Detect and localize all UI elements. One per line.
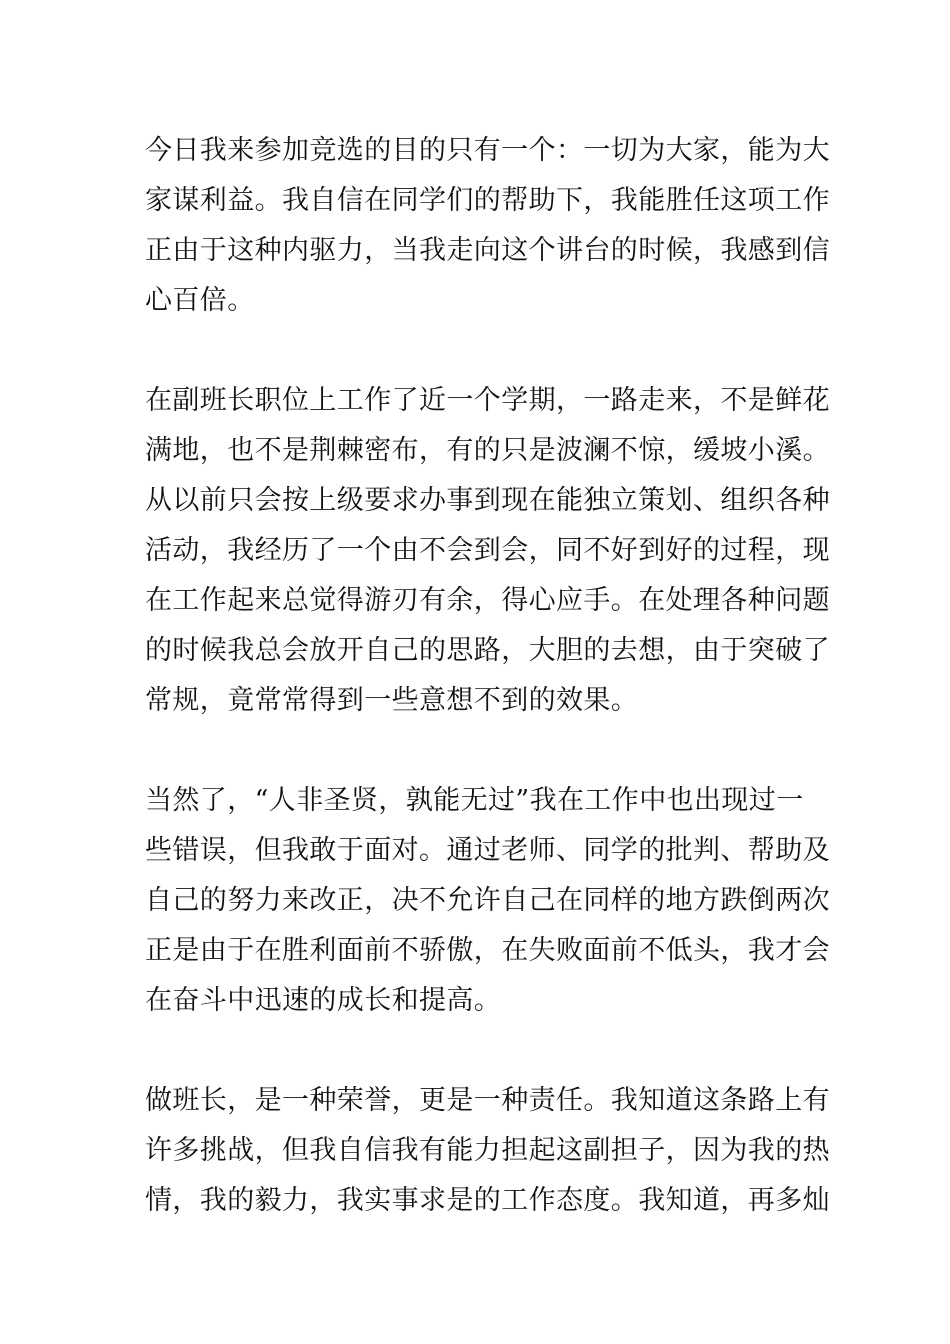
text-line: 从以前只会按上级要求办事到现在能独立策划、组织各种 (145, 485, 830, 516)
text-line: 常规，竟常常得到一些意想不到的效果。 (145, 685, 639, 716)
paragraph-gap (145, 326, 807, 376)
text-line: 自己的努力来改正，决不允许自己在同样的地方跌倒两次 (145, 885, 830, 916)
paragraph-1 (145, 126, 830, 326)
text-line: 做班长，是一种荣誉，更是一种责任。我知道这条路上有 (145, 1085, 830, 1116)
text-line: 正由于这种内驱力，当我走向这个讲台的时候，我感到信 (145, 235, 830, 266)
text-line: 些错误，但我敢于面对。通过老师、同学的批判、帮助及 (145, 835, 830, 866)
text-line: 在工作起来总觉得游刃有余，得心应手。在处理各种问题 (145, 585, 830, 616)
paragraph-4 (145, 1076, 830, 1226)
paragraph-3 (145, 776, 830, 1026)
text-line: 满地，也不是荆棘密布，有的只是波澜不惊，缓坡小溪。 (145, 435, 830, 466)
text-line: 的时候我总会放开自己的思路，大胆的去想，由于突破了 (145, 635, 830, 666)
text-line: 情，我的毅力，我实事求是的工作态度。我知道，再多灿 (145, 1185, 830, 1216)
paragraph-gap (145, 1026, 807, 1076)
text-line: 在副班长职位上工作了近一个学期，一路走来，不是鲜花 (145, 385, 830, 416)
document-body (145, 126, 830, 1226)
text-line: 今日我来参加竞选的目的只有一个：一切为大家，能为大 (145, 135, 830, 166)
paragraph-2 (145, 376, 830, 726)
text-line: 家谋利益。我自信在同学们的帮助下，我能胜任这项工作 (145, 185, 830, 216)
text-line: 许多挑战，但我自信我有能力担起这副担子，因为我的热 (145, 1135, 830, 1166)
text-line: 活动，我经历了一个由不会到会，同不好到好的过程，现 (145, 535, 830, 566)
text-line: 心百倍。 (145, 285, 255, 316)
text-line: 当然了，“人非圣贤，孰能无过”我在工作中也出现过一 (145, 785, 804, 816)
paragraph-gap (145, 726, 807, 776)
text-line: 正是由于在胜利面前不骄傲，在失败面前不低头，我才会 (145, 935, 830, 966)
text-line: 在奋斗中迅速的成长和提高。 (145, 985, 502, 1016)
